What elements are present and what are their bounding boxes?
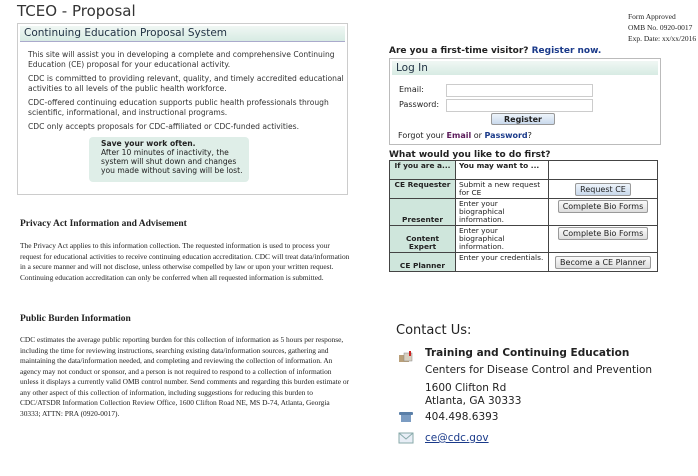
become-planner-button[interactable]: Become a CE Planner xyxy=(555,256,651,269)
email-icon xyxy=(398,432,414,444)
action-cell xyxy=(549,226,658,253)
privacy-text: The Privacy Act applies to this information collection. The requested information is used to process your request for educational activities to receive continuing education accreditation. CDC will treat data/information in a secure manner and will not disclose, unless otherwise compelled by law or upon your written request. Continuing education accreditation can only be conferred when all requested information is submitted. xyxy=(20,241,350,282)
desc-cell: Submit a new request for CE xyxy=(456,180,549,199)
visitor-question: Are you a first-time visitor? xyxy=(389,46,529,56)
action-cell xyxy=(549,199,658,226)
mailbox-icon xyxy=(398,351,414,363)
password-input[interactable] xyxy=(446,99,593,112)
email-label: Email: xyxy=(399,85,424,94)
contact-agency: Centers for Disease Control and Prevention xyxy=(425,364,653,376)
save-warning-text: After 10 minutes of inactivity, the system will shut down and changes you made without saving will be lost. xyxy=(101,148,243,175)
phone-icon xyxy=(398,411,414,423)
intro-heading: Continuing Education Proposal System xyxy=(20,26,345,42)
omb-info xyxy=(628,11,696,44)
table-row xyxy=(390,180,658,199)
page-title: TCEO - Proposal xyxy=(17,2,136,20)
intro-paragraph: CDC only accepts proposals for CDC-affiliated or CDC-funded activities. xyxy=(28,122,300,131)
form-approved: Form Approved xyxy=(628,12,676,21)
col-header-empty xyxy=(549,161,658,180)
action-cell xyxy=(549,180,658,199)
contact-org: Training and Continuing Education xyxy=(425,347,630,359)
burden-text: CDC estimates the average public reporting burden for this collection of information as 5 hours per response, including the time for reviewing instructions, searching existing data/information sources, gathering and maintaining the data/information needed, and completing and reviewing the collection of information. An agency may not conduct or sponsor, and a person is not required to respond to a collection of information unless it displays a currently valid OMB control number. Send comments and regarding this burden estimate or any other aspect of this collection of information, including suggestions for reducing this burden to CDC/ATSDR Information Collection Review Office, 1600 Clifton Road NE, MS D-74, Atlanta, Georgia 30333; ATTN: PRA (0920-0017). xyxy=(20,335,350,418)
exp-date: Exp. Date: xx/xx/2016 xyxy=(628,34,697,43)
role-cell: CE Planner xyxy=(390,253,456,272)
email-input[interactable] xyxy=(446,84,593,97)
login-heading: Log In xyxy=(392,61,658,75)
request-ce-button[interactable]: Request CE xyxy=(575,183,631,196)
login-panel xyxy=(389,58,661,145)
col-header-role: If you are a... xyxy=(390,161,456,180)
action-cell xyxy=(549,253,658,272)
desc-cell: Enter your biographical information. xyxy=(456,199,549,226)
forgot-text: Forgot your xyxy=(398,131,444,140)
intro-paragraph: CDC-offered continuing education supports public health professionals through scientific, informational, and instructional programs. xyxy=(28,98,329,117)
contact-email-link[interactable]: ce@cdc.gov xyxy=(425,432,489,444)
contact-street: 1600 Clifton Rd xyxy=(425,382,507,394)
col-header-action: You may want to ... xyxy=(456,161,549,180)
content-expert-bio-button[interactable]: Complete Bio Forms xyxy=(558,227,649,240)
role-cell: Presenter xyxy=(390,199,456,226)
forgot-credentials xyxy=(398,131,532,140)
privacy-heading: Privacy Act Information and Advisement xyxy=(20,219,187,229)
password-label: Password: xyxy=(399,100,440,109)
table-header-row xyxy=(390,161,658,180)
tasks-table xyxy=(389,160,658,272)
register-button[interactable]: Register xyxy=(491,113,555,125)
forgot-password-link[interactable]: Password xyxy=(484,131,528,140)
intro-panel xyxy=(17,23,348,195)
contact-city: Atlanta, GA 30333 xyxy=(425,395,522,407)
table-row xyxy=(390,199,658,226)
tasks-heading: What would you like to do first? xyxy=(389,150,551,160)
contact-phone: 404.498.6393 xyxy=(425,411,499,423)
table-row xyxy=(390,226,658,253)
intro-paragraph: This site will assist you in developing a complete and comprehensive Continuing Education (CE) proposal for your educational activity. xyxy=(28,50,335,69)
contact-heading: Contact Us: xyxy=(396,323,472,338)
burden-heading: Public Burden Information xyxy=(20,314,131,324)
register-now-link[interactable]: Register now. xyxy=(531,46,602,56)
desc-cell: Enter your biographical information. xyxy=(456,226,549,253)
omb-number: OMB No. 0920-0017 xyxy=(628,23,693,32)
forgot-or-text: or xyxy=(473,131,482,140)
first-time-visitor xyxy=(389,46,601,56)
forgot-email-link[interactable]: Email xyxy=(446,131,472,140)
intro-paragraph: CDC is committed to providing relevant, quality, and timely accredited educational activities to all levels of the public health workforce. xyxy=(28,74,344,93)
role-cell: CE Requester xyxy=(390,180,456,199)
role-cell: Content Expert xyxy=(390,226,456,253)
presenter-bio-button[interactable]: Complete Bio Forms xyxy=(558,200,649,213)
desc-cell: Enter your credentials. xyxy=(456,253,549,272)
table-row xyxy=(390,253,658,272)
save-warning-title: Save your work often. xyxy=(101,139,196,148)
forgot-suffix: ? xyxy=(527,131,532,140)
save-warning xyxy=(89,137,249,182)
